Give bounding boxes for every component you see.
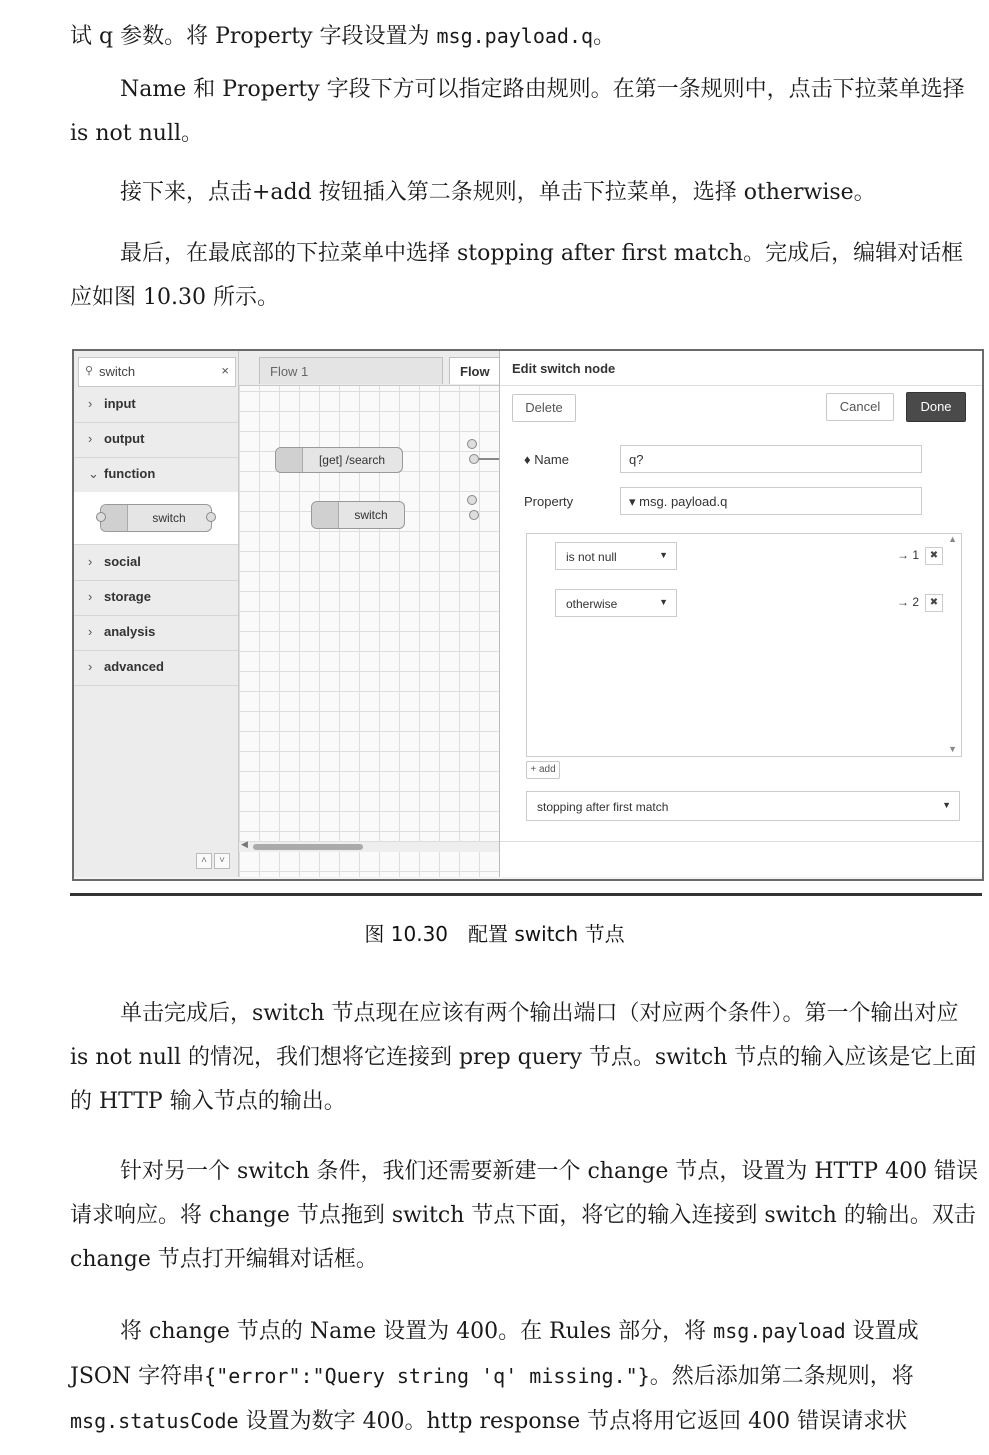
node-palette — [74, 351, 239, 877]
tab-flow-1[interactable]: Flow 1 — [259, 357, 443, 384]
figure-caption: 图 10.30 配置 switch 节点 — [364, 922, 625, 946]
palette-search-input[interactable] — [78, 357, 236, 387]
stop-mode-value: stopping after first match — [537, 800, 669, 814]
inline-code: msg.payload — [713, 1319, 846, 1343]
switch-node-label: switch — [354, 508, 388, 522]
rule-1-operator: is not null — [566, 550, 617, 564]
palette-node-label: switch — [152, 511, 186, 525]
caret-down-icon: ▼ — [659, 550, 668, 560]
paragraph-6: 针对另一个 switch 条件，我们还需要新建一个 change 节点，设置为 HTTP 400 错误请求响应。将 change 节点拖到 switch 节点下面，将它的输入连接到 switch 的输出。双击 change 节点打开编辑对话框。 — [70, 1159, 979, 1272]
paragraph-7-text-c: 。然后添加第二条规则，将 — [649, 1364, 914, 1389]
palette-category-output[interactable] — [74, 422, 238, 458]
paragraph-1 — [70, 14, 980, 59]
input-port — [96, 512, 106, 522]
palette-switch-node[interactable] — [100, 504, 212, 532]
collapse-down-icon[interactable]: ˅ — [214, 853, 230, 869]
category-label: storage — [104, 589, 151, 604]
palette-category-analysis[interactable] — [74, 615, 238, 651]
chevron-right-icon: › — [88, 589, 93, 604]
property-input[interactable] — [620, 487, 922, 515]
chevron-down-icon: ⌄ — [88, 466, 99, 481]
inline-code: msg.payload.q — [436, 24, 594, 48]
type-select-caret-icon[interactable]: ▾ — [629, 494, 636, 509]
chevron-right-icon: › — [88, 396, 93, 411]
clear-search-icon[interactable]: × — [221, 363, 229, 378]
paragraph-4: 最后，在最底部的下拉菜单中选择 stopping after first match。完成后，编辑对话框应如图 10.30 所示。 — [70, 241, 964, 310]
workspace-tabs — [239, 351, 499, 386]
output-port — [469, 510, 479, 520]
status-port — [467, 439, 477, 449]
category-label: input — [104, 396, 136, 411]
property-label: Property — [524, 494, 574, 509]
collapse-up-icon[interactable]: ˄ — [196, 853, 212, 869]
switch-icon — [312, 502, 339, 528]
rule-1-operator-select[interactable] — [555, 542, 677, 570]
paragraph-7 — [70, 1309, 980, 1444]
category-label: function — [104, 466, 156, 481]
paragraph-7-text-a: 将 change 节点的 Name 设置为 400。在 Rules 部分，将 — [120, 1319, 714, 1344]
add-rule-button[interactable]: + add — [526, 761, 560, 779]
rules-list — [526, 533, 962, 757]
name-label — [524, 452, 569, 467]
chevron-right-icon: › — [88, 554, 93, 569]
search-icon: ⚲ — [85, 365, 94, 377]
chevron-right-icon: › — [88, 431, 93, 446]
name-input[interactable]: q? — [620, 445, 922, 473]
paragraph-5: 单击完成后，switch 节点现在应该有两个输出端口（对应两个条件）。第一个输出对应 is not null 的情况，我们想将它连接到 prep query 节点。switch 节点的输入应该是它上面的 HTTP 输入节点的输出。 — [70, 1001, 977, 1114]
chevron-right-icon: › — [88, 659, 93, 674]
tag-icon: ♦ — [524, 452, 531, 467]
scroll-down-icon[interactable]: ▼ — [948, 744, 957, 754]
switch-node[interactable] — [311, 501, 405, 529]
figure-node-red-editor — [72, 349, 984, 881]
palette-search-value: switch — [99, 364, 136, 379]
palette-category-function[interactable] — [74, 457, 238, 493]
scroll-up-icon[interactable]: ▲ — [948, 534, 957, 544]
http-node-label: [get] /search — [318, 453, 386, 467]
remove-rule-2-button[interactable]: ✖ — [925, 594, 943, 612]
rule-2-operator-select[interactable] — [555, 589, 677, 617]
palette-collapse-controls — [194, 853, 230, 869]
property-value: msg. payload.q — [639, 494, 728, 509]
divider — [500, 841, 983, 842]
palette-category-storage[interactable] — [74, 580, 238, 616]
tab-flow-active[interactable]: Flow — [449, 357, 509, 384]
http-in-node[interactable] — [275, 447, 403, 473]
scrollbar-thumb[interactable] — [253, 844, 363, 850]
inline-code: {"error":"Query string 'q' missing."} — [204, 1364, 650, 1388]
output-port — [206, 512, 216, 522]
chevron-right-icon: › — [88, 624, 93, 639]
paragraph-1-text: 试 q 参数。将 Property 字段设置为 — [70, 24, 437, 49]
horizontal-scrollbar[interactable] — [239, 841, 499, 852]
paragraph-3: 接下来，点击+add 按钮插入第二条规则，单击下拉菜单，选择 otherwise。 — [120, 180, 876, 205]
category-label: social — [104, 554, 141, 569]
function-node-list — [74, 492, 238, 545]
inline-code: msg.statusCode — [70, 1409, 239, 1433]
paragraph-7-text-b: 设置成 JSON 字符串 — [70, 1319, 919, 1389]
edit-switch-node-dialog — [499, 351, 983, 877]
category-label: output — [104, 431, 145, 446]
caret-down-icon: ▼ — [659, 597, 668, 607]
status-port — [467, 495, 477, 505]
category-label: analysis — [104, 624, 156, 639]
dialog-title: Edit switch node — [512, 361, 616, 376]
delete-button[interactable]: Delete — [512, 394, 576, 422]
paragraph-7-text-d: 设置为数字 400。http response 节点将用它返回 400 错误请求状 — [238, 1409, 908, 1434]
stop-mode-select[interactable] — [526, 791, 960, 821]
flow-workspace[interactable] — [239, 351, 499, 877]
done-button[interactable]: Done — [906, 392, 966, 422]
rule-2-output: → 2 — [897, 595, 920, 609]
category-label: advanced — [104, 659, 164, 674]
rule-1-output: → 1 — [897, 548, 920, 562]
paragraph-2: Name 和 Property 字段下方可以指定路由规则。在第一条规则中，点击下拉菜单选择 is not null。 — [70, 77, 965, 146]
output-port — [469, 454, 479, 464]
palette-category-advanced[interactable] — [74, 650, 238, 686]
palette-category-social[interactable] — [74, 545, 238, 581]
globe-icon — [276, 448, 303, 472]
rule-2-operator: otherwise — [566, 597, 618, 611]
paragraph-1-end: 。 — [593, 24, 616, 49]
dialog-title-bar — [500, 351, 983, 386]
palette-category-input[interactable] — [74, 387, 238, 423]
name-label-text: Name — [534, 452, 569, 467]
scroll-left-icon: ◀ — [241, 839, 248, 849]
remove-rule-1-button[interactable]: ✖ — [925, 547, 943, 565]
figure-divider — [70, 893, 982, 896]
cancel-button[interactable]: Cancel — [826, 393, 894, 421]
caret-down-icon: ▼ — [942, 800, 951, 810]
